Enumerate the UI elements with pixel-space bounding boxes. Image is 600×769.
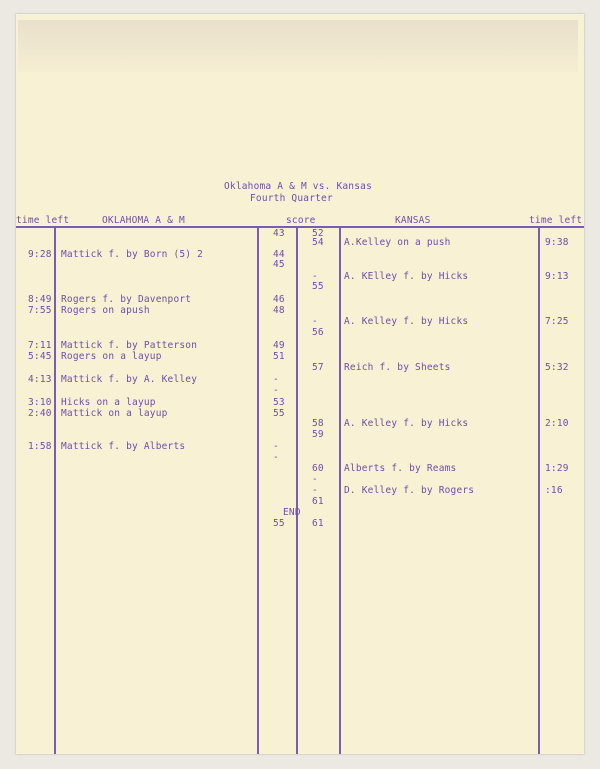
ink-smudge (18, 20, 578, 72)
kansas-time-left: 7:25 (545, 316, 569, 327)
kansas-time-left: 2:10 (545, 418, 569, 429)
kansas-play: Alberts f. by Reams (344, 463, 457, 474)
kansas-score: - (312, 316, 318, 327)
oklahoma-play: Mattick f. by Patterson (61, 340, 198, 351)
kansas-time-left: 9:38 (545, 237, 569, 248)
kansas-score: 57 (312, 362, 324, 373)
oklahoma-score: 48 (273, 305, 285, 316)
header-time-left-oklahoma: time left (16, 215, 70, 226)
quarter-subtitle: Fourth Quarter (250, 193, 333, 204)
game-title: Oklahoma A & M vs. Kansas (224, 181, 372, 192)
oklahoma-play: Mattick f. by A. Kelley (61, 374, 198, 385)
column-rule-3 (296, 226, 298, 754)
oklahoma-score: 55 (273, 408, 285, 419)
oklahoma-time-left: 4:13 (28, 374, 52, 385)
kansas-score: 54 (312, 237, 324, 248)
kansas-time-left: 5:32 (545, 362, 569, 373)
header-score: score (286, 215, 316, 226)
oklahoma-play: Mattick f. by Born (5) 2 (61, 249, 204, 260)
oklahoma-play: Rogers on apush (61, 305, 150, 316)
oklahoma-score: - (273, 441, 279, 452)
column-rule-2 (257, 226, 259, 754)
kansas-score: - (312, 485, 318, 496)
final-score-kansas: 61 (312, 518, 324, 529)
kansas-score: 60 (312, 463, 324, 474)
kansas-score: 52 (312, 228, 324, 239)
oklahoma-time-left: 1:58 (28, 441, 52, 452)
header-rule (16, 226, 584, 228)
oklahoma-time-left: 9:28 (28, 249, 52, 260)
kansas-score: 56 (312, 327, 324, 338)
oklahoma-time-left: 2:40 (28, 408, 52, 419)
header-kansas: KANSAS (395, 215, 431, 226)
oklahoma-score: 51 (273, 351, 285, 362)
oklahoma-score: - (273, 385, 279, 396)
column-rule-4 (339, 226, 341, 754)
oklahoma-time-left: 8:49 (28, 294, 52, 305)
oklahoma-play: Mattick f. by Alberts (61, 441, 186, 452)
oklahoma-time-left: 7:11 (28, 340, 52, 351)
column-rule-1 (54, 226, 56, 754)
oklahoma-time-left: 7:55 (28, 305, 52, 316)
kansas-play: Reich f. by Sheets (344, 362, 451, 373)
oklahoma-time-left: 5:45 (28, 351, 52, 362)
oklahoma-play: Mattick on a layup (61, 408, 168, 419)
oklahoma-score: - (273, 452, 279, 463)
oklahoma-score: 44 (273, 249, 285, 260)
oklahoma-play: Rogers f. by Davenport (61, 294, 192, 305)
oklahoma-score: 45 (273, 259, 285, 270)
kansas-play: A. Kelley f. by Hicks (344, 316, 469, 327)
kansas-score: 55 (312, 281, 324, 292)
oklahoma-play: Hicks on a layup (61, 397, 156, 408)
oklahoma-score: 49 (273, 340, 285, 351)
kansas-score: - (312, 474, 318, 485)
kansas-time-left: 9:13 (545, 271, 569, 282)
oklahoma-score: - (273, 374, 279, 385)
oklahoma-score: 53 (273, 397, 285, 408)
oklahoma-score: 46 (273, 294, 285, 305)
header-oklahoma: OKLAHOMA A & M (102, 215, 185, 226)
kansas-time-left: :16 (545, 485, 563, 496)
kansas-play: A. Kelley f. by Hicks (344, 418, 469, 429)
end-label: END (283, 507, 301, 518)
kansas-play: D. Kelley f. by Rogers (344, 485, 475, 496)
kansas-play: A.Kelley on a push (344, 237, 451, 248)
kansas-play: A. KElley f. by Hicks (344, 271, 469, 282)
oklahoma-time-left: 3:10 (28, 397, 52, 408)
kansas-time-left: 1:29 (545, 463, 569, 474)
kansas-score: 58 (312, 418, 324, 429)
kansas-score: 59 (312, 429, 324, 440)
kansas-score: - (312, 271, 318, 282)
final-score-oklahoma: 55 (273, 518, 285, 529)
oklahoma-play: Rogers on a layup (61, 351, 162, 362)
kansas-score: 61 (312, 496, 324, 507)
oklahoma-score: 43 (273, 228, 285, 239)
column-rule-5 (538, 226, 540, 754)
header-time-left-kansas: time left (529, 215, 583, 226)
